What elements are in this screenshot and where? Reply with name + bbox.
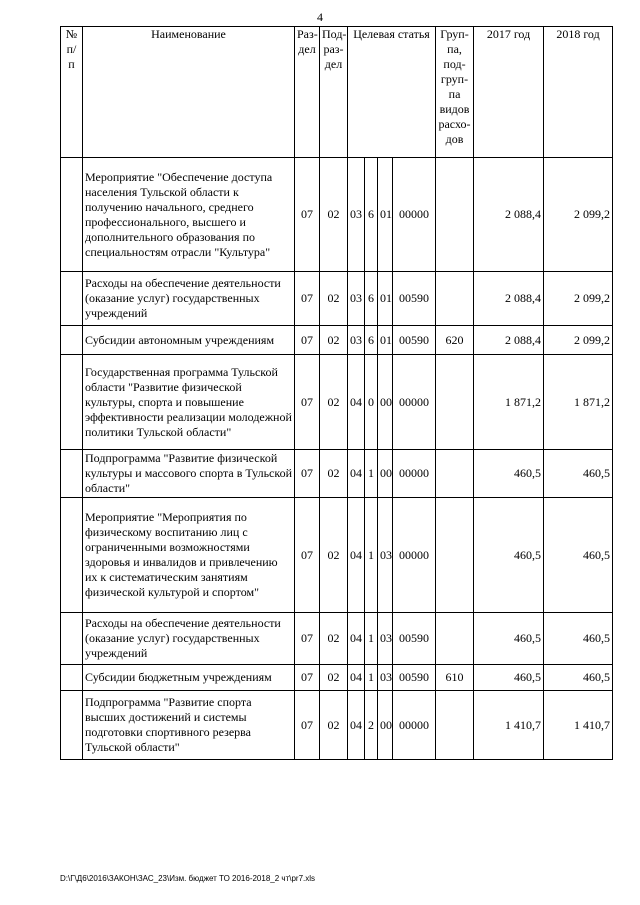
header-year-2017: 2017 год bbox=[474, 27, 544, 158]
cell-t2: 6 bbox=[365, 326, 378, 355]
table-row bbox=[61, 498, 613, 613]
cell-group bbox=[436, 450, 474, 498]
cell-t2: 6 bbox=[365, 158, 378, 272]
cell-t4: 00000 bbox=[393, 498, 436, 613]
cell-section: 07 bbox=[295, 272, 320, 326]
file-path-footer: D:\Г\Д6\2016\ЗАКОН\ЗАС_23\Изм. бюджет ТО 2016-2018_2 чт\pr7.xls bbox=[60, 874, 316, 883]
cell-section: 07 bbox=[295, 613, 320, 665]
cell-group: 620 bbox=[436, 326, 474, 355]
header-num: № п/ п bbox=[61, 27, 83, 158]
cell-t2: 0 bbox=[365, 355, 378, 450]
cell-section: 07 bbox=[295, 450, 320, 498]
cell-subsection: 02 bbox=[320, 450, 348, 498]
cell-y2017: 2 088,4 bbox=[474, 158, 544, 272]
budget-table bbox=[60, 26, 613, 760]
cell-subsection: 02 bbox=[320, 691, 348, 760]
table-row bbox=[61, 691, 613, 760]
cell-name: Подпрограмма "Развитие физической культуры и массового спорта в Тульской области" bbox=[83, 450, 295, 498]
table-row bbox=[61, 272, 613, 326]
cell-group bbox=[436, 355, 474, 450]
cell-t3: 01 bbox=[378, 326, 393, 355]
cell-t1: 03 bbox=[348, 326, 365, 355]
cell-name: Расходы на обеспечение деятельности (оказание услуг) государственных учреждений bbox=[83, 613, 295, 665]
cell-y2018: 1 871,2 bbox=[544, 355, 613, 450]
cell-section: 07 bbox=[295, 326, 320, 355]
header-name: Наименование bbox=[83, 27, 295, 158]
cell-group bbox=[436, 613, 474, 665]
cell-t1: 03 bbox=[348, 272, 365, 326]
cell-subsection: 02 bbox=[320, 498, 348, 613]
cell-t4: 00000 bbox=[393, 691, 436, 760]
cell-t2: 1 bbox=[365, 450, 378, 498]
cell-y2017: 460,5 bbox=[474, 613, 544, 665]
table-header-row bbox=[61, 27, 613, 158]
cell-t1: 04 bbox=[348, 691, 365, 760]
cell-t3: 00 bbox=[378, 450, 393, 498]
cell-num bbox=[61, 665, 83, 691]
cell-group bbox=[436, 691, 474, 760]
cell-subsection: 02 bbox=[320, 355, 348, 450]
cell-y2018: 1 410,7 bbox=[544, 691, 613, 760]
cell-name: Мероприятие "Обеспечение доступа населения Тульской области к получению начального, среднего профессионального, высшего и дополнительного образования по специальностям отрасли "Культура" bbox=[83, 158, 295, 272]
cell-t4: 00000 bbox=[393, 450, 436, 498]
cell-num bbox=[61, 498, 83, 613]
cell-name: Расходы на обеспечение деятельности (оказание услуг) государственных учреждений bbox=[83, 272, 295, 326]
cell-name: Мероприятие "Мероприятия по физическому воспитанию лиц с ограниченными возможностями здоровья и инвалидов и привлечению их к систематическим занятиям физической культурой и спортом" bbox=[83, 498, 295, 613]
cell-subsection: 02 bbox=[320, 326, 348, 355]
cell-y2017: 460,5 bbox=[474, 450, 544, 498]
cell-t3: 03 bbox=[378, 498, 393, 613]
cell-t3: 00 bbox=[378, 355, 393, 450]
cell-num bbox=[61, 355, 83, 450]
cell-t1: 04 bbox=[348, 613, 365, 665]
cell-t3: 00 bbox=[378, 691, 393, 760]
cell-section: 07 bbox=[295, 665, 320, 691]
cell-t1: 04 bbox=[348, 665, 365, 691]
cell-y2018: 2 099,2 bbox=[544, 158, 613, 272]
cell-t2: 1 bbox=[365, 665, 378, 691]
cell-name: Подпрограмма "Развитие спорта высших достижений и системы подготовки спортивного резерва Тульской области" bbox=[83, 691, 295, 760]
cell-y2017: 2 088,4 bbox=[474, 326, 544, 355]
cell-subsection: 02 bbox=[320, 272, 348, 326]
table-row bbox=[61, 355, 613, 450]
cell-section: 07 bbox=[295, 158, 320, 272]
cell-t2: 6 bbox=[365, 272, 378, 326]
cell-y2018: 460,5 bbox=[544, 498, 613, 613]
table-row bbox=[61, 450, 613, 498]
cell-t3: 03 bbox=[378, 613, 393, 665]
cell-t4: 00590 bbox=[393, 613, 436, 665]
cell-y2018: 2 099,2 bbox=[544, 326, 613, 355]
cell-t1: 04 bbox=[348, 450, 365, 498]
cell-y2017: 460,5 bbox=[474, 498, 544, 613]
cell-subsection: 02 bbox=[320, 665, 348, 691]
cell-group bbox=[436, 272, 474, 326]
cell-t3: 01 bbox=[378, 158, 393, 272]
cell-name: Государственная программа Тульской области "Развитие физической культуры, спорта и повышение эффективности реализации молодежной политики Тульской области" bbox=[83, 355, 295, 450]
cell-name: Субсидии автономным учреждениям bbox=[83, 326, 295, 355]
cell-subsection: 02 bbox=[320, 158, 348, 272]
cell-t2: 1 bbox=[365, 613, 378, 665]
table-row bbox=[61, 613, 613, 665]
page-number: 4 bbox=[317, 10, 323, 24]
header-subsection: Под- раз- дел bbox=[320, 27, 348, 158]
cell-y2017: 2 088,4 bbox=[474, 272, 544, 326]
header-section: Раз- дел bbox=[295, 27, 320, 158]
cell-y2017: 460,5 bbox=[474, 665, 544, 691]
cell-section: 07 bbox=[295, 498, 320, 613]
cell-t3: 01 bbox=[378, 272, 393, 326]
cell-y2017: 1 410,7 bbox=[474, 691, 544, 760]
cell-num bbox=[61, 691, 83, 760]
cell-t4: 00000 bbox=[393, 158, 436, 272]
cell-num bbox=[61, 272, 83, 326]
cell-y2018: 460,5 bbox=[544, 450, 613, 498]
cell-t1: 04 bbox=[348, 498, 365, 613]
cell-num bbox=[61, 158, 83, 272]
cell-subsection: 02 bbox=[320, 613, 348, 665]
cell-num bbox=[61, 326, 83, 355]
cell-y2018: 460,5 bbox=[544, 613, 613, 665]
cell-section: 07 bbox=[295, 355, 320, 450]
cell-name: Субсидии бюджетным учреждениям bbox=[83, 665, 295, 691]
cell-group bbox=[436, 498, 474, 613]
cell-group: 610 bbox=[436, 665, 474, 691]
cell-y2017: 1 871,2 bbox=[474, 355, 544, 450]
cell-section: 07 bbox=[295, 691, 320, 760]
cell-t4: 00590 bbox=[393, 272, 436, 326]
header-year-2018: 2018 год bbox=[544, 27, 613, 158]
table-row bbox=[61, 158, 613, 272]
cell-t1: 04 bbox=[348, 355, 365, 450]
cell-t4: 00000 bbox=[393, 355, 436, 450]
cell-t2: 1 bbox=[365, 498, 378, 613]
header-target: Целевая статья bbox=[348, 27, 436, 158]
cell-t1: 03 bbox=[348, 158, 365, 272]
header-group: Груп- па, под- груп- па видов расхо- дов bbox=[436, 27, 474, 158]
table-row bbox=[61, 665, 613, 691]
cell-num bbox=[61, 613, 83, 665]
cell-t2: 2 bbox=[365, 691, 378, 760]
table-row bbox=[61, 326, 613, 355]
cell-y2018: 2 099,2 bbox=[544, 272, 613, 326]
cell-y2018: 460,5 bbox=[544, 665, 613, 691]
cell-t3: 03 bbox=[378, 665, 393, 691]
cell-group bbox=[436, 158, 474, 272]
cell-t4: 00590 bbox=[393, 665, 436, 691]
cell-num bbox=[61, 450, 83, 498]
cell-t4: 00590 bbox=[393, 326, 436, 355]
